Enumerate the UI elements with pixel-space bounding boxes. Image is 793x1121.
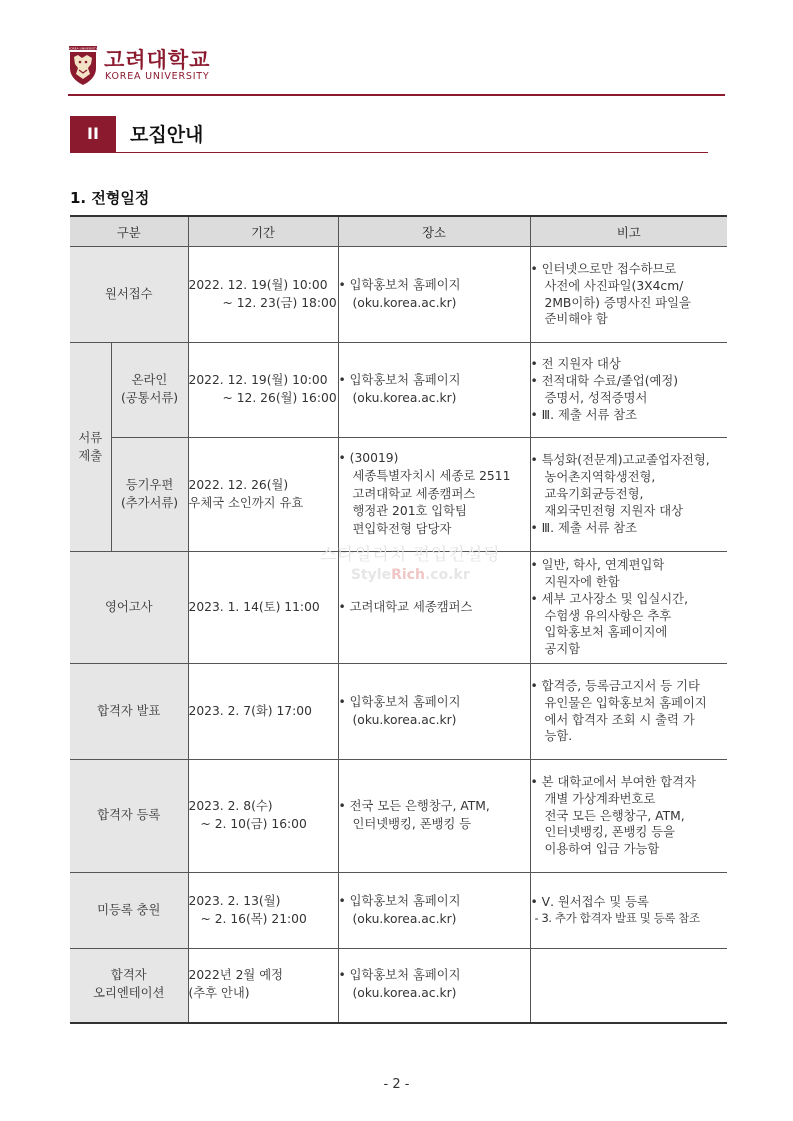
period-cell: 2023. 2. 13(월) ~ 2. 16(목) 21:00 [188, 873, 338, 949]
row-label: 원서접수 [70, 247, 188, 343]
table-row [70, 760, 727, 873]
row-label: 영어고사 [70, 552, 188, 664]
period-cell: 2022년 2월 예정 (추후 안내) [188, 949, 338, 1023]
header-place: 장소 [338, 216, 530, 247]
note-cell: • 본 대학교에서 부여한 합격자 개별 가상계좌번호로 전국 모든 은행창구, ATM, 인터넷뱅킹, 폰뱅킹 등을 이용하여 입금 가능함 [530, 760, 727, 873]
place-cell: • (30019) 세종특별자치시 세종로 2511 고려대학교 세종캠퍼스 행정관 201호 입학팀 편입학전형 담당자 [338, 438, 530, 552]
place-cell: • 입학홍보처 홈페이지 (oku.korea.ac.kr) [338, 949, 530, 1023]
note-cell [530, 949, 727, 1023]
table-row [70, 873, 727, 949]
row-label: 합격자 오리엔테이션 [70, 949, 188, 1023]
university-emblem-icon [68, 46, 98, 86]
watermark-korean: 스타일리치 편입컨설팅 [320, 545, 501, 565]
period-cell: 2022. 12. 19(월) 10:00 ~ 12. 26(월) 16:00 [188, 343, 338, 438]
period-cell: 2022. 12. 19(월) 10:00 ~ 12. 23(금) 18:00 [188, 247, 338, 343]
section-title: 모집안내 [130, 124, 204, 146]
place-cell: • 입학홍보처 홈페이지 (oku.korea.ac.kr) [338, 343, 530, 438]
place-cell: • 고려대학교 세종캠퍼스 [338, 552, 530, 664]
row-label: 합격자 등록 [70, 760, 188, 873]
period-cell: 2022. 12. 26(월) 우체국 소인까지 유효 [188, 438, 338, 552]
row-label: 온라인 (공통서류) [111, 343, 188, 438]
note-cell: • 일반, 학사, 연계편입학 지원자에 한함 • 세부 고사장소 및 입실시간, 수험생 유의사항은 추후 입학홍보처 홈페이지에 공지함 [530, 552, 727, 664]
logo-english-text: KOREA UNIVERSITY [105, 71, 210, 82]
period-cell: 2023. 2. 8(수) ~ 2. 10(금) 16:00 [188, 760, 338, 873]
table-row [70, 343, 727, 438]
section-divider [70, 152, 708, 153]
table-row [70, 552, 727, 664]
logo-korean-text: 고려대학교 [104, 48, 211, 72]
page-header [68, 44, 725, 94]
place-cell: • 입학홍보처 홈페이지 (oku.korea.ac.kr) [338, 247, 530, 343]
place-cell: • 입학홍보처 홈페이지 (oku.korea.ac.kr) [338, 664, 530, 760]
place-cell: • 전국 모든 은행창구, ATM, 인터넷뱅킹, 폰뱅킹 등 [338, 760, 530, 873]
row-label: 합격자 발표 [70, 664, 188, 760]
subsection-title: 1. 전형일정 [70, 189, 150, 207]
group-label-documents: 서류 제출 [70, 343, 111, 552]
section-number-badge: II [70, 116, 116, 152]
schedule-table [70, 215, 727, 1024]
period-cell: 2023. 2. 7(화) 17:00 [188, 664, 338, 760]
page-number: - 2 - [383, 1077, 410, 1092]
header-period: 기간 [188, 216, 338, 247]
table-row [70, 247, 727, 343]
note-cell: • 인터넷으로만 접수하므로 사전에 사진파일(3X4cm/ 2MB이하) 증명사진 파일을 준비해야 함 [530, 247, 727, 343]
watermark-url: StyleRich.co.kr [350, 567, 470, 583]
row-label: 미등록 충원 [70, 873, 188, 949]
header-divider [68, 94, 725, 96]
table-header-row [70, 216, 727, 247]
table-row [70, 438, 727, 552]
place-cell: • 입학홍보처 홈페이지 (oku.korea.ac.kr) [338, 873, 530, 949]
note-cell: • 전 지원자 대상 • 전적대학 수료/졸업(예정) 증명서, 성적증명서 • Ⅲ. 제출 서류 참조 [530, 343, 727, 438]
table-row [70, 949, 727, 1023]
row-label: 등기우편 (추가서류) [111, 438, 188, 552]
note-cell: • 합격증, 등록금고지서 등 기타 유인물은 입학홍보처 홈페이지 에서 합격자 조회 시 출력 가 능함. [530, 664, 727, 760]
period-cell: 2023. 1. 14(토) 11:00 [188, 552, 338, 664]
table-row [70, 664, 727, 760]
note-cell: • 특성화(전문계)고교졸업자전형, 농어촌지역학생전형, 교육기회균등전형, 재외국민전형 지원자 대상 • Ⅲ. 제출 서류 참조 [530, 438, 727, 552]
svg-text:KOREA UNIVERSITY: KOREA UNIVERSITY [68, 46, 98, 51]
header-note: 비고 [530, 216, 727, 247]
note-cell: • Ⅴ. 원서접수 및 등록 - 3. 추가 합격자 발표 및 등록 참조 [530, 873, 727, 949]
header-category: 구분 [70, 216, 188, 247]
